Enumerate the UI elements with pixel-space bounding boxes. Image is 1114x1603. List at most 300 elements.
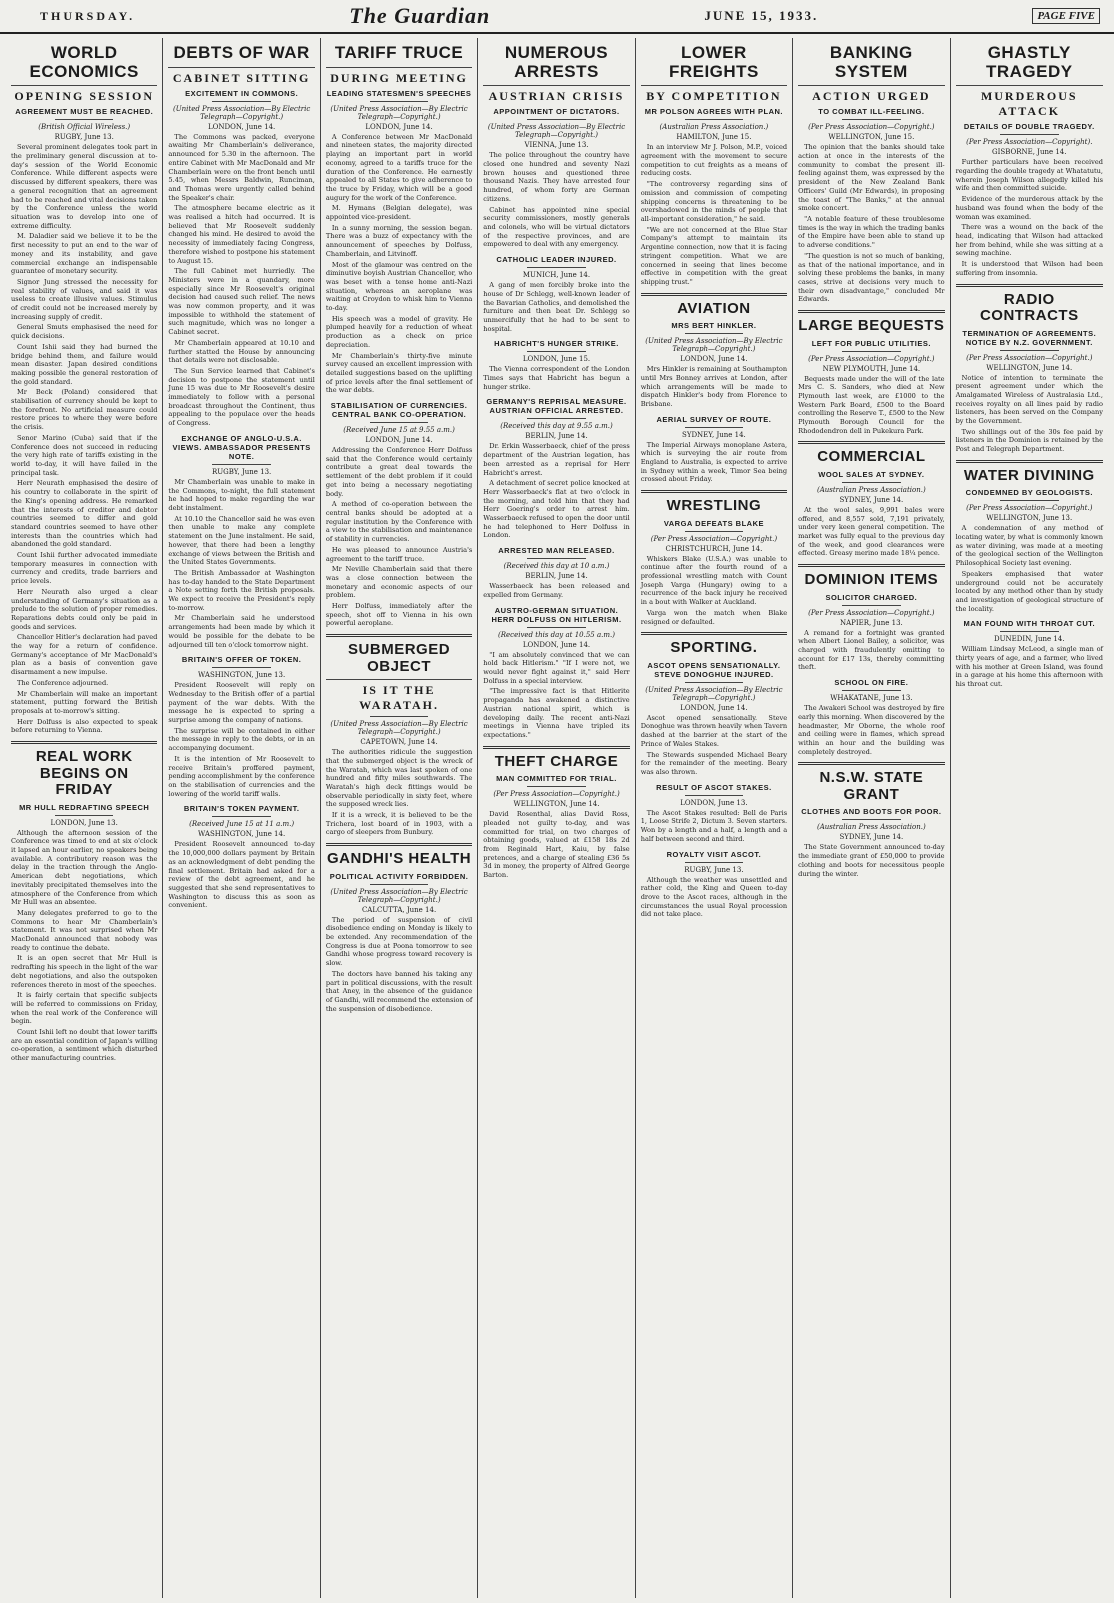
- article-body: [641, 876, 787, 920]
- paragraph: Count Ishii left no doubt that lower tariffs are an essential condition of Japan's willing co-operation, a sentiment which disturbed other manufacturing countries.: [11, 1028, 158, 1063]
- article-dateline: BERLIN, June 14.: [525, 572, 588, 581]
- paragraph: The Conference adjourned.: [17, 678, 109, 687]
- article-body: [798, 704, 944, 756]
- article-headline: REAL WORK BEGINS ON FRIDAY: [35, 748, 133, 799]
- article-body: [483, 651, 629, 740]
- paragraph: The doctors have banned his taking any part in political discussions, with the result that Aney, in the absence of the guidance of Gandhi, will recommend the extension of the suspension of disobedience.: [325, 969, 473, 1013]
- article-divider: [956, 460, 1103, 463]
- article-headline: DOMINION ITEMS: [804, 571, 939, 589]
- article-dateline: SYDNEY, June 14.: [839, 833, 904, 842]
- paragraph: The authorities ridicule the suggestion that the submerged object is the wreck of the Waratah, which was last spoken of one hundred and fifty miles southwards. The Waratah's high deck fittings would be observable periodically in sixty feet, where the supposed wreck lies.: [325, 748, 473, 809]
- paragraph: Mr Chamberlain appeared at 10.10 and further statted the House by announcing that details were not disclosable.: [168, 338, 315, 365]
- article-body: [168, 681, 314, 798]
- article-deck: AGREEMENT MUST BE REACHED.: [15, 107, 154, 117]
- article-divider: [798, 564, 944, 567]
- article-divider: [641, 632, 787, 635]
- paragraph: President Roosevelt announced to-day the 10,000,000 dollars payment by Britain as an acknowledgment of debt pending the final settlement. Britain had asked for a review of the debt agreement, and he suggested that she send representatives to Washington to discuss this as soon as convenient.: [168, 840, 315, 910]
- article-deck: TO COMBAT ILL-FEELING.: [818, 107, 925, 117]
- paragraph: It is fairly certain that specific subjects will be referred to commissions on Friday, when the real work of the Conference will begin.: [11, 991, 158, 1026]
- paragraph: It is an open secret that Mr Hull is redrafting his speech in the light of the war debt negotiations, and also the outspoken references thereto in most of the speeches.: [11, 954, 158, 989]
- paragraph: "I am absolutely convinced that we can hold back Hitlerism." "If I were not, we would never fight against it," said Herr Dolfuss in a special interview.: [483, 650, 630, 685]
- paragraph: The Ascot Stakes resulted: Bell de Paris 1, Loose Strife 2, Dictum 3. Seven starters. Won by a length and a half, a length and a half between second and third.: [640, 808, 788, 843]
- article-dateline: LONDON, June 14.: [365, 436, 433, 445]
- article-deck: MR POLSON AGREES WITH PLAN.: [644, 107, 784, 117]
- paragraph: At the wool sales, 9,991 bales were offered, and 8,557 sold, 7,191 privately, under very keen general competition. The market was fully equal to the previous day of the week, and good clearances were effected. Greasy merino made 18¼ pence.: [798, 505, 945, 558]
- article-deck: HABRICHT'S HUNGER STRIKE.: [494, 339, 619, 349]
- paragraph: "We are not concerned at the Blue Star Company's attempt to maintain its Argentine connection, now that it is facing stringent competition. What we are concerned in seeing that lines become effective in competition with the great shipping trust.": [640, 225, 788, 286]
- article-body: [326, 133, 472, 395]
- article-credit: (Received this day at 10.55 a.m.): [498, 630, 615, 639]
- short-rule: [842, 605, 901, 606]
- article-credit: (Australian Press Association.): [659, 123, 769, 132]
- article-dateline: WELLINGTON, June 13.: [986, 514, 1073, 523]
- paragraph: He was pleased to announce Austria's agreement to the tariff truce.: [325, 545, 473, 563]
- paragraph: Mr Chamberlain will make an important statement, putting forward the British proposals at to-morrow's sitting.: [11, 689, 158, 715]
- article-credit: (United Press Association—By Electric Telegraph—Copyright.): [645, 685, 783, 702]
- article-deck: ARRESTED MAN RELEASED.: [498, 546, 615, 556]
- article: [483, 546, 629, 599]
- paragraph: A remand for a fortnight was granted when Albert Lionel Bailey, a solicitor, was charged with fraudulently omitting to account for £17 13s, thereby committing theft.: [798, 628, 945, 672]
- article: [641, 293, 787, 409]
- article-subhead: OPENING SESSION: [11, 85, 157, 104]
- article-deck: RESULT OF ASCOT STAKES.: [656, 782, 772, 792]
- short-rule: [685, 427, 744, 428]
- article-body: [798, 629, 944, 673]
- article-deck: MAN COMMITTED FOR TRIAL.: [496, 774, 617, 784]
- article-divider: [326, 634, 472, 637]
- article-deck: CONDEMNED BY GEOLOGISTS.: [965, 488, 1093, 498]
- article-body: [326, 446, 472, 628]
- article-body: [798, 506, 944, 558]
- article-deck: POLITICAL ACTIVITY FORBIDDEN.: [329, 871, 469, 881]
- article-body: [326, 916, 472, 1014]
- article-body: [956, 645, 1103, 689]
- article: [326, 401, 472, 628]
- article-headline: GANDHI'S HEALTH: [327, 850, 472, 868]
- short-rule: [842, 690, 901, 691]
- article: [168, 804, 314, 910]
- paragraph: Many delegates preferred to go to the Commons to hear Mr Chamberlain's statement. It was not surprised when Mr MacDonald announced that nobody was ready to continue the debate.: [11, 908, 158, 952]
- article-deck: ROYALTY VISIT ASCOT.: [666, 849, 762, 859]
- paragraph: The Vienna correspondent of the London Times says that Habricht has begun a hunger strike.: [483, 365, 630, 391]
- article: [483, 746, 629, 880]
- article-credit: (Australian Press Association.): [816, 823, 926, 832]
- article-subhead: AUSTRIAN CRISIS: [483, 85, 629, 104]
- paragraph: The period of suspension of civil disobedience ending on Monday is likely to be extended. Any recommendation of the Congress is due at Poona tomorrow to see Gandhi whose progress toward recovery is slow.: [325, 915, 473, 968]
- paragraph: The Commons was packed, everyone awaiting Mr Chamberlain's deliverance, announced for 5.30 in the afternoon. The entire Cabinet with Mr MacDonald and Mr Chamberlain were on the front bench until 5.45, when Messrs Baldwin, Runciman, and Thomas were urgently called behind the Speaker's chair.: [168, 132, 315, 202]
- article-dateline: VIENNA, June 13.: [524, 141, 589, 150]
- article-credit: (Per Press Association—Copyright.): [808, 123, 935, 132]
- paragraph: In an interview Mr J. Polson, M.P., voiced agreement with the movement to secure competition to cut freights as a means of reducing costs.: [640, 143, 788, 178]
- article-credit: (Received this day at 9.55 a.m.): [500, 422, 613, 431]
- article-deck: EXCHANGE OF ANGLO-U.S.A. VIEWS. AMBASSADOR PRESENTS NOTE.: [172, 433, 311, 461]
- paragraph: A detachment of secret police knocked at Herr Wasserbaeck's flat at two o'clock in the morning, and told him that they had Herr Goering's order to arrest him. Wasserbaeck refused to open the door until he had telephoned to Herr Dolfuss in London.: [483, 479, 630, 540]
- short-rule: [685, 531, 744, 532]
- article-divider: [641, 293, 787, 296]
- short-rule: [685, 682, 744, 683]
- article-body: [641, 555, 787, 627]
- short-rule: [842, 119, 901, 120]
- article-credit: (United Press Association—By Electric Telegraph—Copyright.): [173, 104, 311, 121]
- article-deck: WOOL SALES AT SYDNEY.: [818, 469, 925, 479]
- article-headline: AVIATION: [677, 299, 751, 317]
- article-headline: COMMERCIAL: [817, 448, 926, 466]
- article: [641, 490, 787, 626]
- paragraph: Further particulars have been received regarding the double tragedy at Whatatutu, wherein Joseph Wilson allegedly killed his wife and then committed suicide.: [955, 158, 1103, 193]
- article-deck: LEFT FOR PUBLIC UTILITIES.: [811, 338, 931, 348]
- article-body: [956, 524, 1103, 613]
- article-body: [641, 143, 787, 286]
- article-body: [168, 133, 314, 428]
- paragraph: In a sunny morning, the session began. There was a buzz of expectancy with the announcement of speeches by Dolfuss, Chamberlain, and Litvinoff.: [325, 223, 473, 258]
- paragraph: Evidence of the murderous attack by the husband was found when the body of the woman was examined.: [955, 195, 1103, 221]
- paragraph: Signor Jung stressed the necessity for real stability of values, and said it was useless to create illusive values. Stimulus of credit could not be increased merely by increasing supply of credit.: [11, 277, 158, 321]
- paragraph: The Sun Service learned that Cabinet's decision to postpone the statement until June 15 was due to Mr Roosevelt's desire immediately to follow with a personal broadcast throughout the Continent, thus appealing to the populace over the heads of Congress.: [168, 366, 315, 428]
- article-dateline: LONDON, June 14.: [522, 640, 591, 649]
- paragraph: Wasserbaeck has been released and expelled from Germany.: [483, 582, 630, 599]
- paragraph: The Stewards suspended Michael Beary for the remainder of the meeting. Beary was also thrown.: [640, 750, 788, 776]
- columns-container: [6, 38, 1108, 1598]
- paragraph: A gang of men forcibly broke into the house of Dr Schlegg, well-known leader of the Bavarian Catholics, and demolished the furniture and then beat Dr. Schlegg so unmercifully that he had to be sent to hospital.: [483, 281, 630, 333]
- column-3: [321, 38, 478, 1598]
- article-body: [168, 840, 314, 910]
- article-dateline: NAPIER, June 13.: [839, 618, 903, 627]
- paragraph: Senor Marino (Cuba) said that if the Conference does not succeed in reducing the very high rate of tariffs existing in the world to-day, it will have failed in the principal task.: [11, 433, 158, 477]
- article-credit: (Per Press Association—Copyright).: [966, 138, 1093, 147]
- short-rule: [842, 351, 901, 352]
- article-dateline: HAMILTON, June 15.: [676, 133, 752, 142]
- article-body: [641, 365, 787, 409]
- article-deck: MR HULL REDRAFTING SPEECH: [19, 802, 150, 812]
- article: [641, 632, 787, 776]
- paragraph: The Imperial Airways monoplane Astera, which is surveying the air route from England to Australia, is expected to arrive in Sydney within a week, Timor Sea being crossed about Friday.: [640, 440, 788, 484]
- article: [168, 44, 314, 428]
- article-body: [956, 374, 1103, 454]
- paragraph: William Lindsay McLeod, a single man of thirty years of age, and a farmer, who lived with his mother at Green Island, was found in a garage at his home this afternoon with his throat cut.: [955, 645, 1103, 689]
- paragraph: Notice of intention to terminate the present agreement under which the Amalgamated Wireless of Australasia Ltd., receives royalty on all lines paid by radio listeners, has been served on the Company by the Government.: [955, 373, 1103, 426]
- article-deck: AERIAL SURVEY OF ROUTE.: [656, 414, 772, 424]
- article-deck: GERMANY'S REPRISAL MEASURE. AUSTRIAN OFFICIAL ARRESTED.: [486, 397, 627, 416]
- article-credit: (Received this day at 10 a.m.): [503, 562, 610, 571]
- article-headline: SPORTING.: [670, 639, 758, 657]
- article-deck: VARGA DEFEATS BLAKE: [663, 518, 765, 528]
- article-dateline: LONDON, June 14.: [680, 703, 748, 712]
- short-rule: [1000, 134, 1059, 135]
- paragraph: Two shillings out of the 30s fee paid by listeners in the Dominion is retained by the Post and Telegraph Department.: [955, 427, 1103, 454]
- article-dateline: CAPETOWN, June 14.: [360, 738, 438, 747]
- article-dateline: LONDON, June 14.: [207, 122, 276, 131]
- article: [798, 564, 944, 672]
- article-subhead: IS IT THE WARATAH.: [326, 679, 472, 713]
- article: [483, 397, 629, 540]
- masthead-date: JUNE 15, 1933.: [704, 8, 819, 23]
- article-headline: WRESTLING: [666, 497, 762, 515]
- article-deck: MRS BERT HINKLER.: [671, 321, 757, 331]
- paragraph: At 10.10 the Chancellor said he was even then unable to make any complete statement on the June instalment. He said, however, that there had been a lengthy exchange of views between the British and the United States Governments.: [168, 514, 315, 567]
- short-rule: [212, 667, 271, 668]
- article-dateline: RUGBY, June 13.: [54, 133, 114, 142]
- column-4: [478, 38, 635, 1598]
- article-body: [168, 478, 314, 649]
- short-rule: [212, 464, 271, 465]
- paragraph: "The impressive fact is that Hitlerite propaganda has awakened a distinctive Austrian national spirit, which is developing daily. The recent anti-Nazi meetings in Vienna have tripled its expectations.": [483, 687, 630, 739]
- article-subhead: ACTION URGED: [798, 85, 944, 104]
- paragraph: Mr Beck (Poland) considered that stabilisation of currency should be kept to the forefront. No artificial measure could restore prices to where they were before the crisis.: [11, 388, 158, 432]
- article-headline: TARIFF TRUCE: [334, 43, 464, 62]
- paragraph: The atmosphere became electric as it was realised a hitch had occurred. It is believed that Mr Roosevelt suddenly changed his mind. He desired to avoid the necessity of immediately facing Congress, therefore wished to postpone his statement to August 15.: [168, 204, 315, 265]
- column-6: [793, 38, 950, 1598]
- article-dateline: RUGBY, June 13.: [211, 467, 272, 476]
- article-deck: MAN FOUND WITH THROAT CUT.: [963, 619, 1096, 629]
- article: [326, 44, 472, 395]
- paragraph: Herr Neurath emphasised the desire of his country to collaborate in the spirit of the King's opening address. He remarked that the interests of creditor and debtor countries seemed to differ and gold standard countries seemed to have other interests than the countries which had abandoned the gold standard.: [11, 479, 158, 549]
- short-rule: [842, 482, 901, 483]
- short-rule: [527, 627, 586, 628]
- paragraph: Addressing the Conference Herr Dolfuss said that the Conference would certainly contribute a great deal towards the settlement of the debt problem if it could get into being a necessary negotiating body.: [325, 446, 473, 498]
- article-dateline: WELLINGTON, June 15.: [828, 133, 915, 142]
- article-deck: CATHOLIC LEADER INJURED.: [496, 255, 617, 265]
- article-deck: LEADING STATESMEN'S SPEECHES: [326, 88, 472, 98]
- article: [641, 783, 787, 844]
- paragraph: "A notable feature of these troublesome times is the way in which the trading banks of the Empire have been able to stand up to adverse conditions.": [798, 215, 945, 250]
- article-body: [483, 365, 629, 391]
- article: [798, 44, 944, 304]
- paragraph: The State Government announced to-day the immediate grant of £50,000 to provide clothing and boots for necessitous people during the winter.: [798, 843, 945, 878]
- short-rule: [370, 422, 429, 423]
- article: [798, 441, 944, 558]
- article-divider: [641, 490, 787, 493]
- article-divider: [798, 441, 944, 444]
- short-rule: [527, 119, 586, 120]
- article-subhead: MURDEROUS ATTACK: [956, 85, 1103, 119]
- article: [641, 44, 787, 287]
- article-subhead: DURING MEETING: [326, 67, 472, 86]
- article-body: [11, 829, 157, 1063]
- article-deck: CLOTHES AND BOOTS FOR POOR.: [801, 807, 942, 817]
- paragraph: The Awakeri School was destroyed by fire early this morning. When discovered by the headmaster, Mr Oborne, the whole roof and ceiling were in flames, which spread within an hour and the building was completely destroyed.: [798, 704, 945, 756]
- article-subhead: BY COMPETITION: [641, 85, 787, 104]
- article: [483, 606, 629, 740]
- article-divider: [326, 843, 472, 846]
- article-body: [956, 158, 1103, 277]
- paragraph: President Roosevelt will reply on Wednesday to the British offer of a partial payment of the war debts. With the message he is expected to spring a surprise among the company of nations.: [168, 681, 315, 725]
- article-headline: GHASTLY TRAGEDY: [985, 43, 1073, 81]
- article: [168, 655, 314, 798]
- article-dateline: RUGBY, June 13.: [684, 865, 744, 874]
- short-rule: [527, 786, 586, 787]
- article-body: [641, 809, 787, 844]
- article: [483, 255, 629, 333]
- article-credit: (Per Press Association—Copyright.): [650, 534, 778, 543]
- article: [326, 843, 472, 1013]
- article: [168, 434, 314, 649]
- article-credit: (United Press Association—By Electric Telegraph—Copyright.): [330, 887, 468, 904]
- article-dateline: WASHINGTON, June 14.: [198, 830, 286, 839]
- article-body: [483, 151, 629, 249]
- article-headline: WORLD ECONOMICS: [29, 43, 139, 81]
- paragraph: Cabinet has appointed nine special security commissioners, mostly generals and colonels, who will be virtual dictators of the respective provinces, and are empowered to deal with any emergency.: [483, 205, 630, 249]
- article-headline: THEFT CHARGE: [494, 752, 619, 770]
- article-headline: LARGE BEQUESTS: [798, 317, 945, 335]
- paragraph: A method of co-operation between the central banks should be adopted at a regular institution by the Conference with a view to the stabilisation and maintenance of stability in currencies.: [325, 500, 473, 544]
- short-rule: [370, 101, 429, 102]
- paragraph: Mr Chamberlain was unable to make in the Commons, to-night, the full statement he had hoped to make regarding the war debt instalment.: [168, 477, 315, 512]
- article-body: [483, 442, 629, 540]
- article-body: [798, 143, 944, 304]
- paragraph: There was a wound on the back of the head, indicating that Wilson had attacked her from behind, while she was sitting at a sewing machine.: [955, 223, 1103, 258]
- article-credit: (Received June 15 at 11 a.m.): [189, 820, 295, 829]
- article-credit: (Per Press Association—Copyright.): [966, 353, 1093, 362]
- article-deck: SCHOOL ON FIRE.: [834, 678, 909, 688]
- paragraph: Herr Dolfuss, immediately after the speech, shot off to Vienna in his own powerful aeroplane.: [325, 602, 473, 628]
- article-divider: [798, 762, 944, 765]
- paragraph: The police throughout the country have closed one hundred and seventy Nazi brown houses and questioned three thousand Nazis. They have arrested four hundred, of whom forty are German citizens.: [483, 151, 630, 203]
- column-5: [636, 38, 793, 1598]
- article-credit: (United Press Association—By Electric Telegraph—Copyright.): [330, 720, 468, 737]
- paragraph: Herr Neurath also urged a clear understanding of Germany's situation as a prelude to the solution of proper remedies. Reparations debts could only be paid in goods and services.: [11, 587, 158, 631]
- short-rule: [370, 884, 429, 885]
- article-body: [798, 843, 944, 878]
- article: [956, 44, 1103, 278]
- article: [483, 44, 629, 249]
- paragraph: M. Daladier said we believe it to be the first necessity to put an end to the war of money and its instability, and gave commercial exchange an indispensable guarantee of monetary security.: [11, 232, 158, 276]
- masthead-day: THURSDAY.: [40, 8, 136, 23]
- article-credit: (United Press Association—By Electric Telegraph—Copyright.): [645, 337, 783, 354]
- paragraph: Count Ishii said they had burned the bridge behind them, and failure would mean disaster. Japan desired conditions making possible the general restoration of the gold standard.: [11, 342, 158, 386]
- article-headline: BANKING SYSTEM: [829, 43, 913, 81]
- article-body: [641, 714, 787, 777]
- article-headline: SUBMERGED OBJECT: [348, 641, 451, 675]
- article-headline: NUMEROUS ARRESTS: [504, 43, 609, 81]
- article-credit: (Per Press Association—Copyright.): [808, 608, 935, 617]
- article-divider: [11, 741, 157, 744]
- article-dateline: GISBORNE, June 14.: [992, 148, 1067, 157]
- paragraph: Chancellor Hitler's declaration had paved the way for a return of confidence. Germany's acceptance of Mr MacDonald's plan as a basis of convention gave disarmament a new impulse.: [11, 633, 158, 677]
- article-dateline: LONDON, June 14.: [680, 355, 748, 364]
- paragraph: The opinion that the banks should take action at once in the interests of the community to combat the present ill-feeling against them, was expressed by the president of the New Zealand Bank Officers' Guild (Mr Edwards), in proposing the toast of "The Banks," at the annual smoke concert.: [798, 143, 945, 213]
- page-number: PAGE FIVE: [1032, 8, 1100, 24]
- short-rule: [527, 351, 586, 352]
- paragraph: The British Ambassador at Washington has to-day handed to the State Department a Note setting forth the British proposals. We expect to receive the President's reply to-morrow.: [168, 568, 315, 612]
- short-rule: [685, 862, 744, 863]
- article-dateline: DUNEDIN, June 14.: [993, 635, 1065, 644]
- article-headline: WATER DIVINING: [963, 466, 1095, 484]
- article-credit: (Per Press Association—Copyright.): [493, 790, 620, 799]
- paragraph: General Smuts emphasised the need for quick decisions.: [11, 323, 158, 341]
- paragraph: Count Ishii further advocated immediate temporary measures in connection with currency and credits, trade barriers and price levels.: [11, 551, 158, 586]
- article-deck: BRITAIN'S TOKEN PAYMENT.: [183, 804, 300, 814]
- paragraph: A condemnation of any method of locating water, by what is commonly known as water divining, was made at a meeting of the geological section of the Wellington Philosophical Society last evening.: [955, 524, 1103, 568]
- article: [956, 460, 1103, 614]
- short-rule: [55, 815, 114, 816]
- article-deck: DETAILS OF DOUBLE TRAGEDY.: [963, 122, 1095, 132]
- article: [798, 310, 944, 435]
- paragraph: Bequests made under the will of the late Mrs C. S. Sanders, who died at New Plymouth last week, are £1000 to the Western Park Board, £500 to the Board controlling the Reserve T., £500 to the New Plymouth Borough Council for the Rhododendron dell in Pukekura Park.: [798, 374, 945, 435]
- short-rule: [212, 101, 271, 102]
- article-body: [641, 441, 787, 485]
- short-rule: [55, 119, 114, 120]
- article-dateline: WHAKATANE, June 13.: [830, 694, 913, 703]
- article: [956, 284, 1103, 454]
- article-credit: (United Press Association—By Electric Telegraph—Copyright.): [330, 104, 468, 121]
- short-rule: [1000, 500, 1059, 501]
- short-rule: [527, 558, 586, 559]
- article-deck: AUSTRO-GERMAN SITUATION. HERR DOLFUSS ON HITLERISM.: [491, 605, 622, 624]
- paragraph: If it is a wreck, it is believed to be the Trichera, lost board of in 1903, with a cargo of sleepers from Bunbury.: [325, 811, 473, 837]
- article-body: [483, 582, 629, 599]
- article-deck: APPOINTMENT OF DICTATORS.: [493, 107, 620, 117]
- paragraph: It is the intention of Mr Roosevelt to receive Britain's proffered payment, pending accomplishment by the conference on the stabilisation of currencies and the lowering of the world tariff walls.: [168, 754, 315, 798]
- article-dateline: WELLINGTON, June 14.: [986, 363, 1073, 372]
- article-dateline: LONDON, June 15.: [522, 355, 591, 364]
- paragraph: Mr Neville Chamberlain said that there was a close connection between the monetary and economic aspects of our problem.: [325, 565, 473, 600]
- paragraph: Herr Dolfuss is also expected to speak before returning to Vienna.: [11, 717, 158, 735]
- article-body: [11, 143, 157, 735]
- paragraph: The surprise will be contained in either the message in reply to the debts, or in an accompanying document.: [168, 726, 315, 753]
- article: [798, 678, 944, 756]
- paragraph: Whiskers Blake (U.S.A.) was unable to continue after the fourth round of a professional wrestling match with Count Joseph Varga (Hungary) owing to a recurrence of the back injury he received in a bout with Walker at Auckland.: [640, 554, 788, 607]
- paragraph: Mr Chamberlain's thirty-five minute survey caused an excellent impression with detailed suggestions based on the uplifting of price levels after the final settlement of the war debts.: [325, 351, 473, 395]
- article-credit: (United Press Association—By Electric Telegraph—Copyright.): [487, 123, 626, 140]
- article-body: [483, 810, 629, 880]
- article-body: [798, 375, 944, 436]
- short-rule: [685, 333, 744, 334]
- article-deck: ASCOT OPENS SENSATIONALLY. STEVE DONOGHUE INJURED.: [647, 660, 781, 679]
- article-credit: (Per Press Association—Copyright.): [966, 504, 1093, 513]
- masthead-title: The Guardian: [349, 3, 491, 28]
- paragraph: Although the afternoon session of the Conference was timed to end at six o'clock it lapsed an hour earlier, no speakers being available. A contributory reason was the delay in the traction through the Anglo-American debt negotiations, which inevitably precipitated themselves into the atmosphere of the Conference from which Mr Hull was an absentee.: [11, 828, 158, 907]
- article-dateline: CALCUTTA, June 14.: [361, 905, 437, 914]
- article: [326, 634, 472, 837]
- article-deck: STABILISATION OF CURRENCIES. CENTRAL BANK CO-OPERATION.: [330, 401, 468, 420]
- article-dateline: MUNICH, June 14.: [522, 271, 591, 280]
- article-dateline: NEW PLYMOUTH, June 14.: [822, 364, 921, 373]
- paragraph: Dr. Erkin Wasserbaeck, chief of the press department of the Austrian legation, has been arrested as a reprisal for Herr Habricht's arrest.: [483, 442, 630, 477]
- paragraph: Mrs Hinkler is remaining at Southampton until Mrs Bonney arrives at London, after which arrangements will be made to dispatch Hinkler's body from Florence to Brisbane.: [640, 365, 788, 408]
- paragraph: His speech was a model of gravity. He plumped heavily for a reduction of wheat production as a check on price depreciation.: [325, 314, 473, 349]
- article-body: [326, 748, 472, 837]
- article-divider: [483, 746, 629, 749]
- paragraph: A Conference between Mr MacDonald and nineteen states, the majority directed playing an important part in world economy, agreed to a tariffs truce for the duration of the Conference. He earnestly appealed to all States to give adherence to the truce by Friday, which will be a good augury for the work of the Conference.: [325, 132, 473, 202]
- article-credit: (Australian Press Association.): [816, 485, 926, 494]
- paragraph: Mr Chamberlain said he understood arrangements had been made by which it would be possible for the debate to be adjourned till ten o'clock tomorrow night.: [168, 614, 315, 649]
- article: [956, 619, 1103, 689]
- article-dateline: CHRISTCHURCH, June 14.: [665, 544, 763, 553]
- article-dateline: SYDNEY, June 14.: [839, 495, 904, 504]
- article-deck: EXCITEMENT IN COMMONS.: [185, 88, 299, 98]
- article-dateline: SYDNEY, June 14.: [682, 430, 746, 439]
- article-credit: (Received June 15 at 9.55 a.m.): [343, 426, 455, 435]
- article-headline: LOWER FREIGHTS: [668, 43, 759, 81]
- article: [641, 850, 787, 920]
- paragraph: It is understood that Wilson had been suffering from insomnia.: [955, 260, 1103, 277]
- article: [798, 762, 944, 878]
- article-headline: N.S.W. STATE GRANT: [819, 769, 924, 803]
- paragraph: Varga won the match when Blake resigned or defaulted.: [640, 608, 788, 626]
- column-2: [163, 38, 320, 1598]
- article-dateline: LONDON, June 14.: [365, 122, 433, 131]
- short-rule: [527, 267, 586, 268]
- article-deck: SOLICITOR CHARGED.: [825, 592, 918, 602]
- column-7: [951, 38, 1108, 1598]
- short-rule: [685, 119, 744, 120]
- paragraph: M. Hymans (Belgian delegate), was appointed vice-president.: [325, 204, 473, 222]
- article-dateline: BERLIN, June 14.: [525, 432, 588, 441]
- article-dateline: WASHINGTON, June 13.: [198, 671, 286, 680]
- article: [483, 339, 629, 391]
- article-credit: (British Official Wireless.): [38, 123, 131, 132]
- article-dateline: LONDON, June 13.: [680, 798, 748, 807]
